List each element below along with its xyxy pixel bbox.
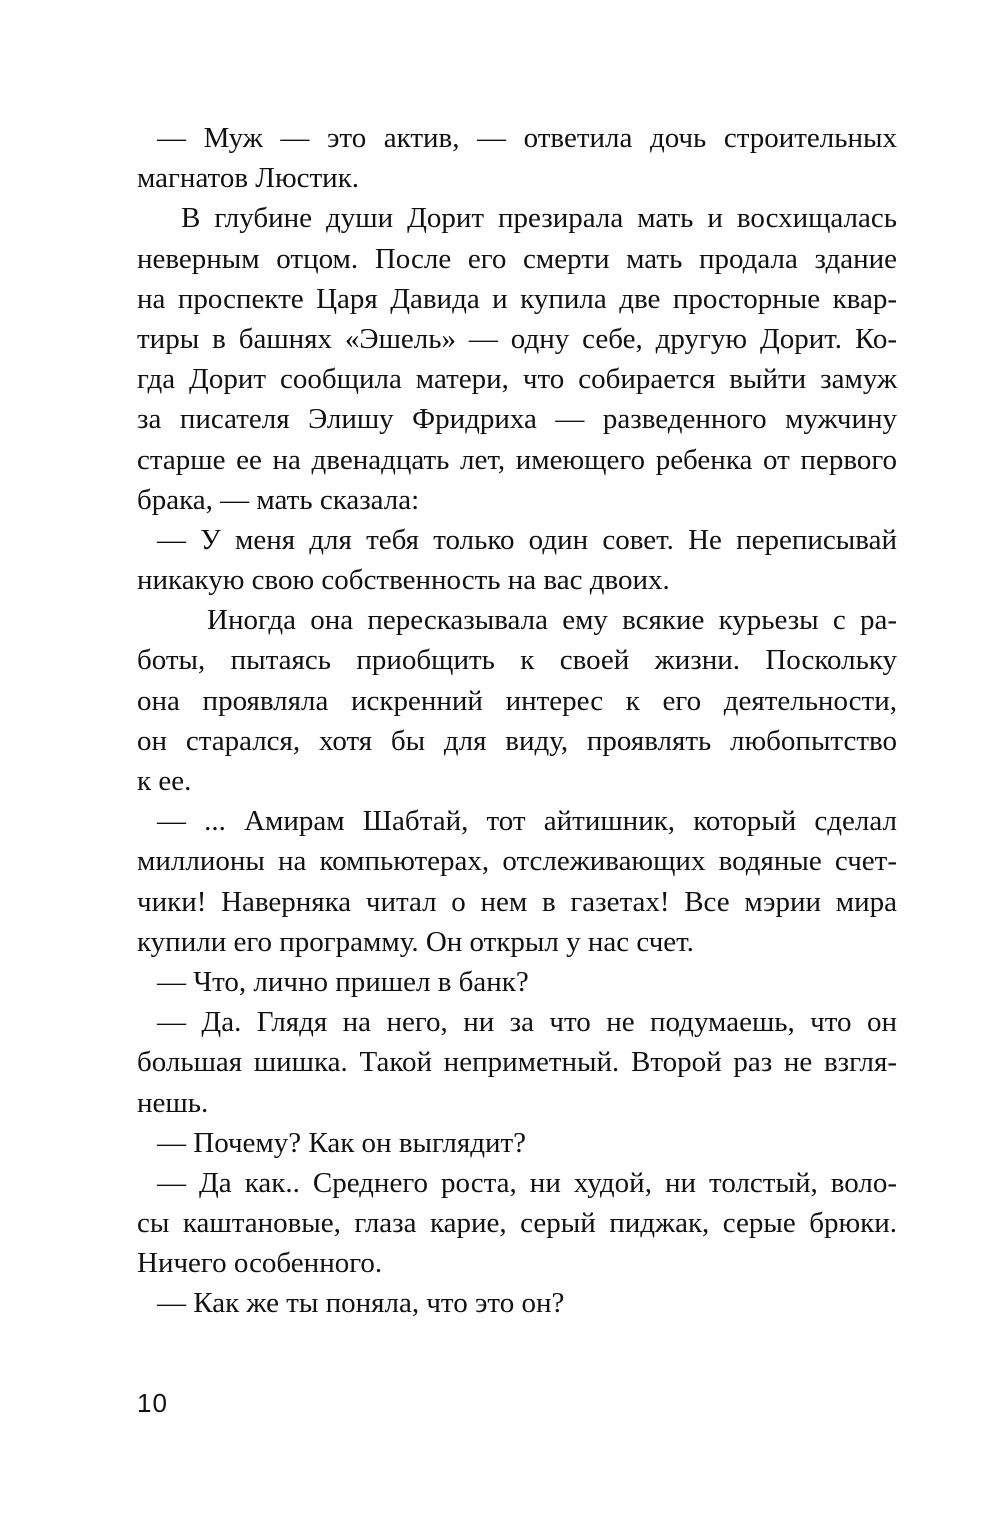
- text-line: боты, пытаясь приобщить к своей жизни. Поскольку: [137, 644, 897, 677]
- page-number: 10: [137, 1388, 168, 1418]
- text-line: брака, — мать сказала:: [137, 483, 420, 516]
- text-line: неверным отцом. После его смерти мать продала здание: [137, 242, 897, 275]
- text-line: гда Дорит сообщила матери, что собирается выйти замуж: [137, 363, 897, 396]
- text-line: магнатов Люстик.: [137, 162, 360, 195]
- text-line: за писателя Элишу Фридриха — разведенного мужчину: [137, 403, 897, 436]
- text-line: Иногда она пересказывала ему всякие курьезы с ра-: [207, 604, 897, 637]
- text-line: нешь.: [137, 1086, 209, 1119]
- text-line: тиры в башнях «Эшель» — одну себе, другую Дорит. Ко-: [137, 322, 897, 355]
- text-line: В глубине души Дорит презирала мать и восхищалась: [181, 202, 897, 235]
- text-line: старше ее на двенадцать лет, имеющего ребенка от первого: [137, 443, 897, 476]
- text-line: большая шишка. Такой неприметный. Второй раз не взгля-: [137, 1046, 897, 1079]
- text-line: — Муж — это актив, — ответила дочь строительных: [157, 122, 897, 154]
- text-line: — Да как.. Среднего роста, ни худой, ни толстый, воло-: [157, 1166, 897, 1199]
- text-line: к ее.: [137, 765, 192, 797]
- text-line: — Да. Глядя на него, ни за что не подумаешь, что он: [157, 1006, 897, 1039]
- body-text: [137, 118, 897, 1324]
- text-line: на проспекте Царя Давида и купила две просторные квар-: [137, 282, 897, 315]
- text-line: сы каштановые, глаза карие, серый пиджак, серые брюки.: [137, 1207, 897, 1240]
- text-line: — Что, лично пришел в банк?: [157, 965, 529, 998]
- text-line: Ничего особенного.: [137, 1247, 383, 1280]
- text-line: — Почему? Как он выглядит?: [157, 1126, 527, 1159]
- text-line: миллионы на компьютерах, отслеживающих водяные счет-: [137, 845, 897, 878]
- text-line: купили его программу. Он открыл у нас счет.: [137, 925, 694, 958]
- text-line: — ... Амирам Шабтай, тот айтишник, который сделал: [157, 805, 897, 838]
- text-line: он старался, хотя бы для виду, проявлять любопытство: [137, 724, 897, 757]
- text-line: — У меня для тебя только один совет. Не переписывай: [157, 523, 897, 556]
- text-line: чики! Наверняка читал о нем в газетах! Все мэрии мира: [137, 885, 897, 918]
- text-line: она проявляла искренний интерес к его деятельности,: [137, 684, 897, 717]
- text-line: — Как же ты поняла, что это он?: [157, 1287, 565, 1320]
- text-line: никакую свою собственность на вас двоих.: [137, 564, 670, 597]
